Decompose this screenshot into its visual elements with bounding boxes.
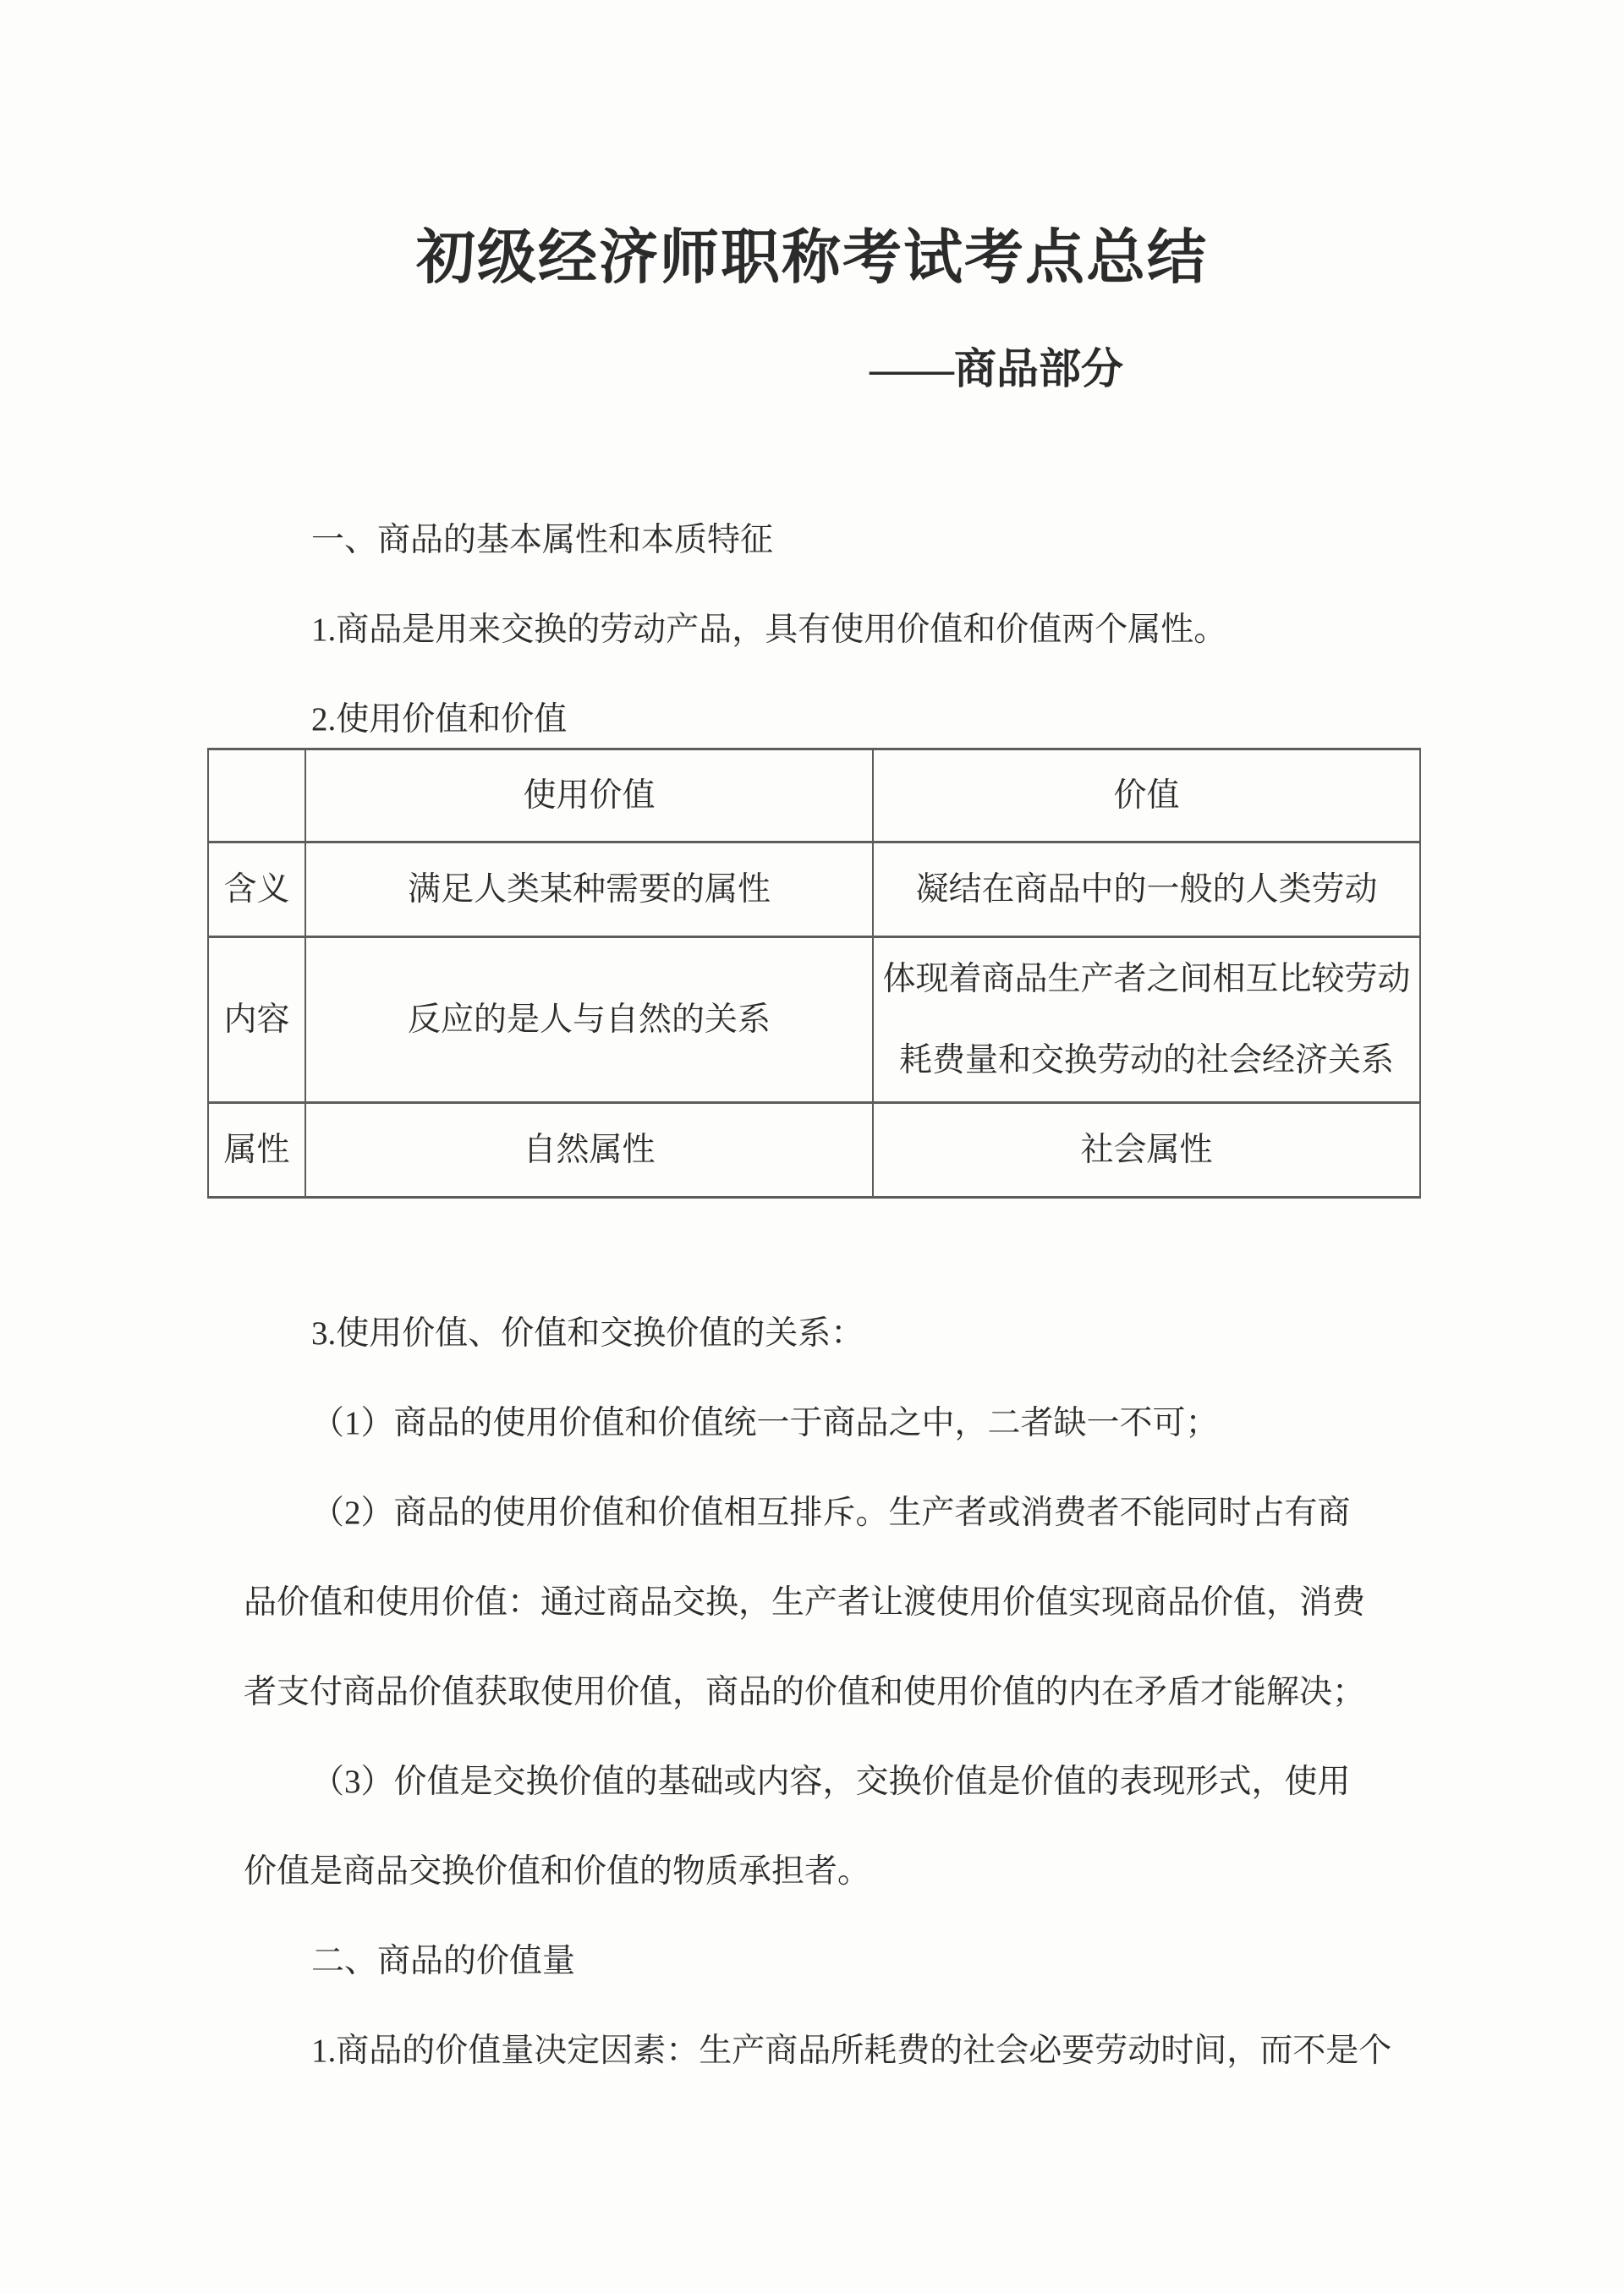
commodity-definition-paragraph: 1.商品是用来交换的劳动产品，具有使用价值和价值两个属性。 — [311, 612, 1227, 648]
content-value-cell: 体现着商品生产者之间相互比较劳动耗费量和交换劳动的社会经济关系 — [873, 937, 1420, 1103]
meaning-use-value-cell: 满足人类某种需要的属性 — [305, 842, 873, 937]
value-quantity-paragraph: 1.商品的价值量决定因素：生产商品所耗费的社会必要劳动时间，而不是个 — [311, 2033, 1392, 2069]
table-row-content — [208, 937, 1420, 1103]
relation-item-1: （1）商品的使用价值和价值统一于商品之中，二者缺一不可； — [311, 1405, 1219, 1441]
intro-section — [244, 496, 1377, 765]
row-label-meaning: 含义 — [208, 842, 305, 937]
use-value-and-value-heading: 2.使用价值和价值 — [311, 701, 568, 738]
table-header-row — [208, 749, 1420, 842]
use-value-header-cell: 使用价值 — [305, 749, 873, 842]
attribute-use-value-cell: 自然属性 — [305, 1103, 873, 1198]
attribute-value-cell: 社会属性 — [873, 1103, 1420, 1198]
section-two-heading: 二、商品的价值量 — [311, 1943, 576, 1979]
table-corner-cell — [208, 749, 305, 842]
relation-item-2: （2）商品的使用价值和价值相互排斥。生产者或消费者不能同时占有商品价值和使用价值：通过商品交换，生产者让渡使用价值实现商品价值，消费者支付商品价值获取使用价值，商品的价值和使用价值的内在矛盾才能解决； — [244, 1495, 1366, 1710]
relation-item-3: （3）价值是交换价值的基础或内容，交换价值是价值的表现形式，使用价值是商品交换价值和价值的物质承担者。 — [244, 1764, 1351, 1890]
relations-section — [244, 1289, 1392, 2096]
value-header-cell: 价值 — [873, 749, 1420, 842]
relations-heading: 3.使用价值、价值和交换价值的关系： — [311, 1315, 864, 1352]
document-subtitle: ——商品部分 — [870, 345, 1123, 392]
row-label-content: 内容 — [208, 937, 305, 1103]
table-row-meaning — [208, 842, 1420, 937]
table-row-attribute — [208, 1103, 1420, 1198]
content-use-value-cell: 反应的是人与自然的关系 — [305, 937, 873, 1103]
row-label-attribute: 属性 — [208, 1103, 305, 1198]
section-one-heading: 一、商品的基本属性和本质特征 — [311, 522, 774, 558]
use-value-vs-value-table — [207, 748, 1421, 1199]
document-title: 初级经济师职称考试考点总结 — [416, 226, 1208, 291]
meaning-value-cell: 凝结在商品中的一般的人类劳动 — [873, 842, 1420, 937]
